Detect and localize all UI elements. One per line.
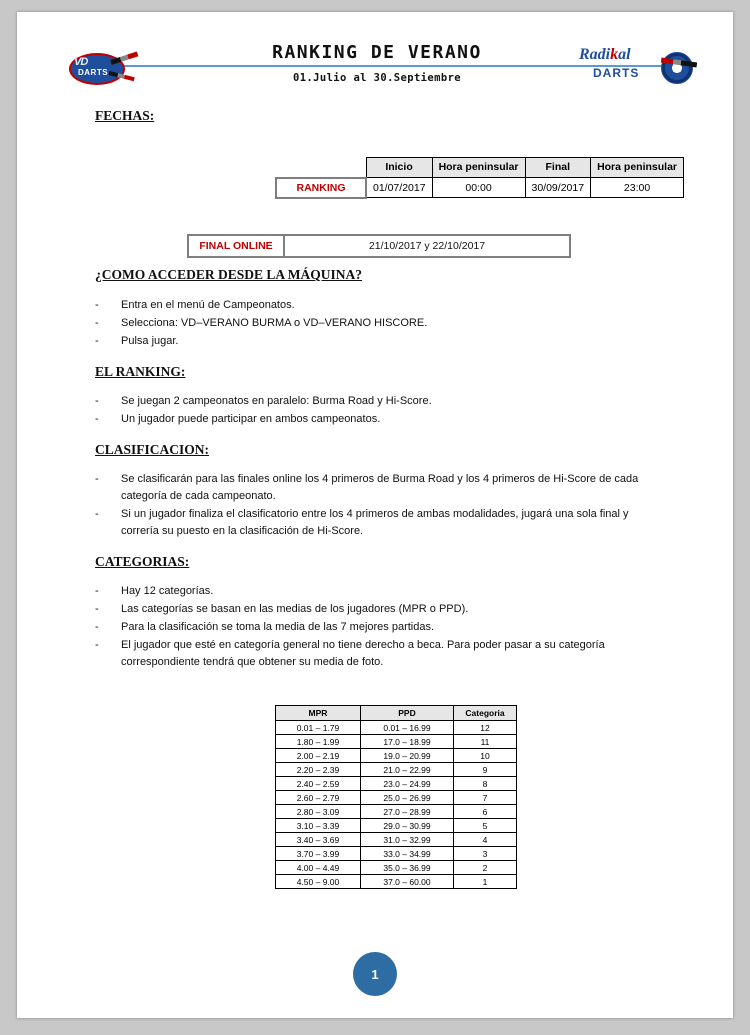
table-row [276,847,517,861]
dart-icon [110,51,138,64]
list-item-text: Entra en el menú de Campeonatos. [121,299,295,311]
cell-inicio-fecha: 01/07/2017 [366,178,432,198]
cell-categoria: 7 [454,791,517,805]
table-row [276,819,517,833]
table-row [276,805,517,819]
row-label-final-online: FINAL ONLINE [188,235,284,257]
cell-mpr: 2.00 – 2.19 [276,749,361,763]
col-header-inicio: Inicio [366,158,432,178]
dash-bullet: - [95,621,99,633]
col-header-categoria: Categoria [454,706,517,721]
section-heading-ranking: EL RANKING: [95,364,186,379]
cell-ppd: 33.0 – 34.99 [361,847,454,861]
radikal-logo-text: Radikal [579,46,631,63]
cell-final-hora: 23:00 [591,178,684,198]
cell-mpr: 2.80 – 3.09 [276,805,361,819]
document-page [17,12,733,1018]
list-item-text: Las categorías se basan en las medias de los jugadores (MPR o PPD). [121,603,469,615]
cell-mpr: 0.01 – 1.79 [276,721,361,735]
list-acceso [95,297,655,351]
dash-bullet: - [95,603,99,615]
table-row [276,777,517,791]
document-header [57,32,697,94]
cell-categoria: 2 [454,861,517,875]
dash-bullet: - [95,413,99,425]
section-heading-clasificacion: CLASIFICACION: [95,442,210,457]
table-row [276,178,684,198]
dash-bullet: - [95,317,99,329]
list-item-text: Hay 12 categorías. [121,585,214,597]
row-label-ranking: RANKING [276,178,366,198]
cell-ppd: 27.0 – 28.99 [361,805,454,819]
list-item [95,297,655,314]
cell-ppd: 29.0 – 30.99 [361,819,454,833]
cell-mpr: 3.10 – 3.39 [276,819,361,833]
cell-mpr: 2.20 – 2.39 [276,763,361,777]
dash-bullet: - [95,299,99,311]
table-row [276,749,517,763]
table-row [188,235,570,257]
table-row [276,791,517,805]
table-row [276,735,517,749]
categories-table [275,705,517,889]
list-item [95,601,667,618]
list-item-text: Se juegan 2 campeonatos en paralelo: Burma Road y Hi-Score. [121,395,432,407]
cell-categoria: 6 [454,805,517,819]
cell-final-fecha: 30/09/2017 [525,178,591,198]
cell-inicio-hora: 00:00 [432,178,525,198]
table-header-row [276,706,517,721]
table-header-row [276,158,684,178]
list-item [95,506,667,540]
cell-ppd: 0.01 – 16.99 [361,721,454,735]
cell-ppd: 31.0 – 32.99 [361,833,454,847]
list-item-text: Se clasificarán para las finales online los 4 primeros de Burma Road y los 4 primeros de Hi-Score de cada categoría de cada campeonato. [121,473,639,502]
dash-bullet: - [95,335,99,347]
list-item-text: Un jugador puede participar en ambos campeonatos. [121,413,381,425]
cell-categoria: 11 [454,735,517,749]
cell-categoria: 8 [454,777,517,791]
list-clasificacion [95,471,667,541]
list-item-text: Selecciona: VD–VERANO BURMA o VD–VERANO HISCORE. [121,317,428,329]
list-item-text: Para la clasificación se toma la media de las 7 mejores partidas. [121,621,435,633]
categories-table-body [276,721,517,889]
cell-categoria: 12 [454,721,517,735]
table-row [276,861,517,875]
dash-bullet: - [95,639,99,651]
col-header-hora-peninsular-final: Hora peninsular [591,158,684,178]
col-header-mpr: MPR [276,706,361,721]
empty-corner-cell [276,158,366,178]
list-item [95,471,667,505]
cell-final-online-dates: 21/10/2017 y 22/10/2017 [284,235,570,257]
cell-ppd: 21.0 – 22.99 [361,763,454,777]
table-row [276,721,517,735]
cell-ppd: 35.0 – 36.99 [361,861,454,875]
table-row [276,833,517,847]
page-content [17,12,733,1018]
section-heading-acceso: ¿COMO ACCEDER DESDE LA MÁQUINA? [95,267,363,282]
list-item [95,393,655,410]
radikal-darts-logo-icon [579,40,697,86]
cell-mpr: 3.70 – 3.99 [276,847,361,861]
dash-bullet: - [95,395,99,407]
radikal-logo-subtext: DARTS [593,66,640,80]
col-header-final: Final [525,158,591,178]
cell-mpr: 4.00 – 4.49 [276,861,361,875]
list-item [95,583,667,600]
list-item [95,637,667,671]
cell-ppd: 19.0 – 20.99 [361,749,454,763]
list-item-text: Pulsa jugar. [121,335,179,347]
cell-categoria: 1 [454,875,517,889]
list-item [95,411,655,428]
col-header-ppd: PPD [361,706,454,721]
section-heading-categorias: CATEGORIAS: [95,554,190,569]
dash-bullet: - [95,473,99,485]
cell-mpr: 1.80 – 1.99 [276,735,361,749]
page-number-badge: 1 [353,952,397,996]
list-item-text: Si un jugador finaliza el clasificatorio entre los 4 primeros de ambas modalidades, jugará una sola final y correría su puesto en la clasificación de Hi-Score. [121,508,629,537]
vd-darts-logo-icon [69,47,141,85]
cell-ppd: 37.0 – 60.00 [361,875,454,889]
page-title: RANKING DE VERANO [272,42,482,63]
cell-mpr: 3.40 – 3.69 [276,833,361,847]
table-row [276,763,517,777]
dartboard-icon [661,52,693,84]
cell-mpr: 4.50 – 9.00 [276,875,361,889]
cell-categoria: 5 [454,819,517,833]
dash-bullet: - [95,585,99,597]
dates-table [275,157,684,199]
vd-logo-text: VD [74,56,88,68]
cell-categoria: 4 [454,833,517,847]
cell-categoria: 3 [454,847,517,861]
list-ranking [95,393,655,429]
list-item [95,333,655,350]
list-item [95,619,667,636]
list-categorias [95,583,667,672]
cell-categoria: 10 [454,749,517,763]
table-row [276,875,517,889]
cell-ppd: 23.0 – 24.99 [361,777,454,791]
cell-ppd: 17.0 – 18.99 [361,735,454,749]
dash-bullet: - [95,508,99,520]
vd-logo-subtext: DARTS [78,68,109,77]
cell-mpr: 2.40 – 2.59 [276,777,361,791]
list-item-text: El jugador que esté en categoría general no tiene derecho a beca. Para poder pasar a su categoría correspondiente tendrá que obtener su media de foto. [121,639,605,668]
page-subtitle: 01.Julio al 30.Septiembre [292,72,462,84]
section-heading-fechas: FECHAS: [95,108,155,123]
list-item [95,315,655,332]
col-header-hora-peninsular-inicio: Hora peninsular [432,158,525,178]
cell-ppd: 25.0 – 26.99 [361,791,454,805]
cell-mpr: 2.60 – 2.79 [276,791,361,805]
cell-categoria: 9 [454,763,517,777]
final-online-table [187,234,571,258]
